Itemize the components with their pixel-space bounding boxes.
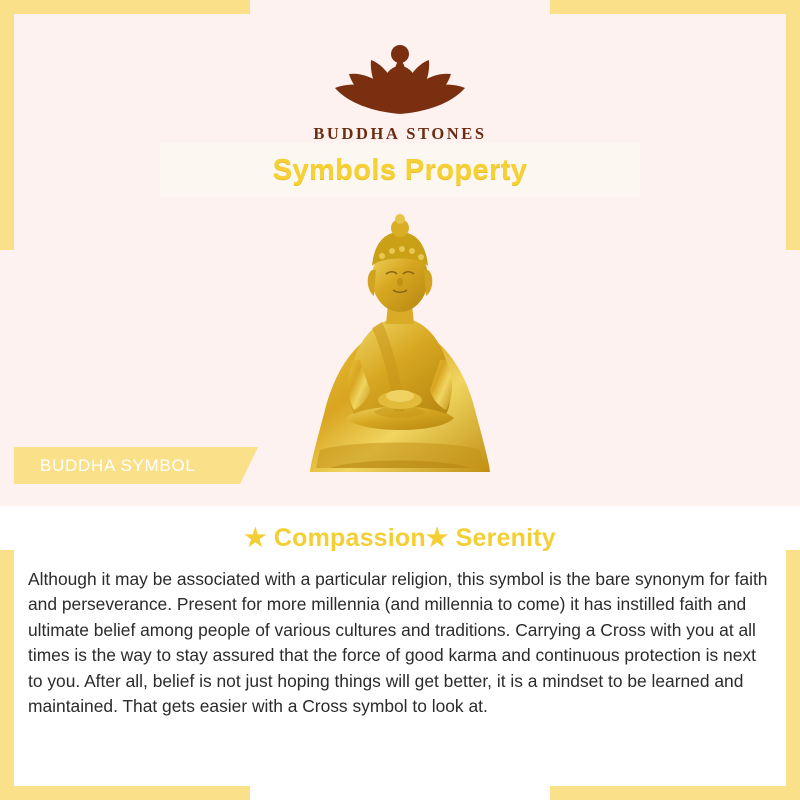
brand-name: BUDDHA STONES [313,124,487,143]
symbol-category-tag [14,447,196,484]
corner-frame-bottom-right-horizontal [550,786,800,800]
content-paragraph: Although it may be associated with a particular religion, this symbol is the bare synonym for faith and perseverance. Present for more millennia (and millennia to come) it has instilled faith and ultimate belief among people of various cultures and traditions. Carrying a Cross with you at all times is the way to stay assured that the force of good karma and continuous protection is next to you. After all, belief is not just hoping things will get better, it is a mindset to be learned and maintained. That gets easier with a Cross symbol to look at. [28,569,768,717]
corner-frame-bottom-left-vertical [0,550,14,800]
page-title: Symbols Property [272,153,528,186]
corner-frame-bottom-left-horizontal [0,786,250,800]
lotus-meditation-figure-icon [0,24,800,118]
brand-header [0,24,800,144]
corner-frame-bottom-right-vertical [786,550,800,800]
seated-buddha-statue-illustration [290,477,510,494]
content-panel [0,506,800,800]
corner-frame-top-left-horizontal [0,0,250,14]
title-ribbon [160,143,640,197]
corner-frame-top-right-horizontal [550,0,800,14]
content-headline: ★ Compassion★ Serenity [244,524,556,552]
symbol-tag-label: BUDDHA SYMBOL [40,455,196,475]
